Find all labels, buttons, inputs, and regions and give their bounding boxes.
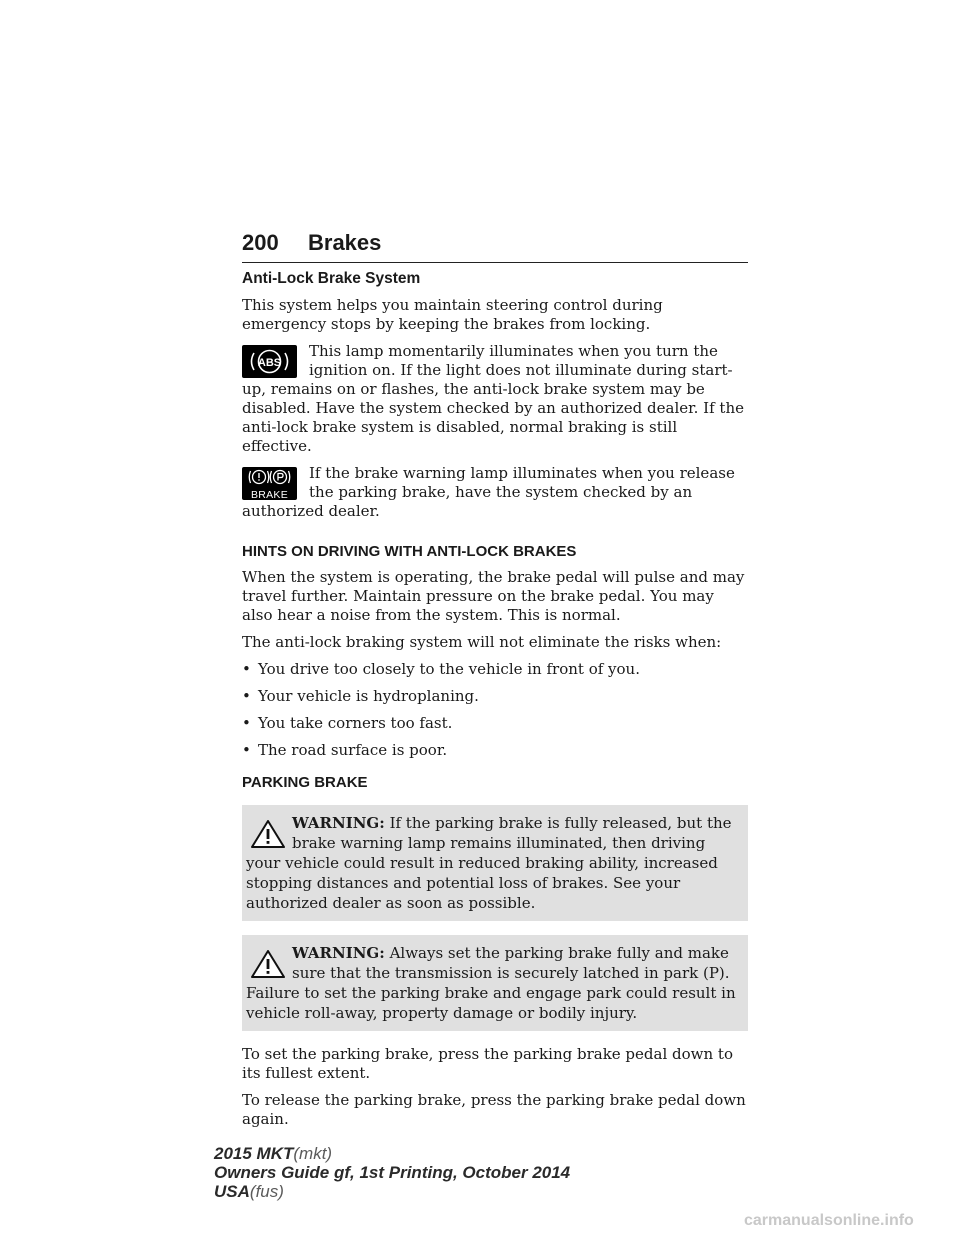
hints-para-1: When the system is operating, the brake pedal will pulse and may travel further. Maintain pressure on the brake pedal. You may also hear a noise from the system. This is normal. xyxy=(242,568,745,624)
warning-label: WARNING: xyxy=(292,814,385,832)
brake-lamp-paragraph xyxy=(242,464,748,521)
footer-region-code: (fus) xyxy=(249,1182,284,1201)
abs-icon-label: ABS xyxy=(257,357,282,369)
footer-model-code: (mkt) xyxy=(293,1144,333,1163)
list-item: • You take corners too fast. xyxy=(242,714,453,732)
hints-para-2: The anti-lock braking system will not eliminate the risks when: xyxy=(242,633,722,651)
abs-heading: Anti-Lock Brake System xyxy=(242,270,421,287)
page-number: 200 xyxy=(242,230,279,255)
document-footer xyxy=(214,1144,570,1201)
page-content xyxy=(242,270,748,1137)
abs-intro: This system helps you maintain steering control during emergency stops by keeping the brakes from locking. xyxy=(242,296,663,333)
list-item: • You drive too closely to the vehicle in front of you. xyxy=(242,660,640,678)
warning-label: WARNING: xyxy=(292,944,385,962)
list-item: • The road surface is poor. xyxy=(242,741,448,759)
warning-text-2: Always set the parking brake fully and make sure that the transmission is securely latched in park (P). Failure to set the parking brake and engage park could result in vehicle roll-away, property damage or bodily injury. xyxy=(246,944,736,1022)
set-parking-brake-text: To set the parking brake, press the parking brake pedal down to its fullest extent. xyxy=(242,1045,733,1082)
abs-lamp-text: This lamp momentarily illuminates when you turn the ignition on. If the light does not illuminate during start-up, remains on or flashes, the anti-lock brake system may be disabled. Have the system checked by an authorized dealer. If the anti-lock brake system is disabled, normal braking is still effective. xyxy=(242,342,744,455)
release-parking-brake-text: To release the parking brake, press the parking brake pedal down again. xyxy=(242,1091,746,1128)
brake-icon-label: BRAKE xyxy=(250,489,289,501)
warning-box-2 xyxy=(242,935,748,1031)
section-title: Brakes xyxy=(308,230,382,255)
warning-box-1 xyxy=(242,805,748,921)
abs-warning-lamp-icon xyxy=(242,345,297,378)
warning-text-1: If the parking brake is fully released, but the brake warning lamp remains illuminated, then driving your vehicle could result in reduced braking ability, increased stopping distances and potential loss of brakes. See your authorized dealer as soon as possible. xyxy=(246,814,732,912)
list-item: • Your vehicle is hydroplaning. xyxy=(242,687,479,705)
page-header xyxy=(242,226,748,263)
footer-model: 2015 MKT xyxy=(214,1144,294,1163)
parking-brake-heading: PARKING BRAKE xyxy=(242,774,368,791)
brake-lamp-text: If the brake warning lamp illuminates when you release the parking brake, have the system checked by an authorized dealer. xyxy=(242,464,735,520)
footer-region: USA xyxy=(214,1182,250,1201)
brake-warning-lamp-icon xyxy=(242,467,297,500)
footer-printing: Owners Guide gf, 1st Printing, October 2014 xyxy=(214,1163,571,1182)
watermark-text: carmanualsonline.info xyxy=(744,1212,914,1229)
warning-triangle-icon xyxy=(250,949,286,979)
warning-triangle-icon xyxy=(250,819,286,849)
abs-lamp-paragraph xyxy=(242,342,748,456)
hints-heading: HINTS ON DRIVING WITH ANTI-LOCK BRAKES xyxy=(242,543,577,560)
